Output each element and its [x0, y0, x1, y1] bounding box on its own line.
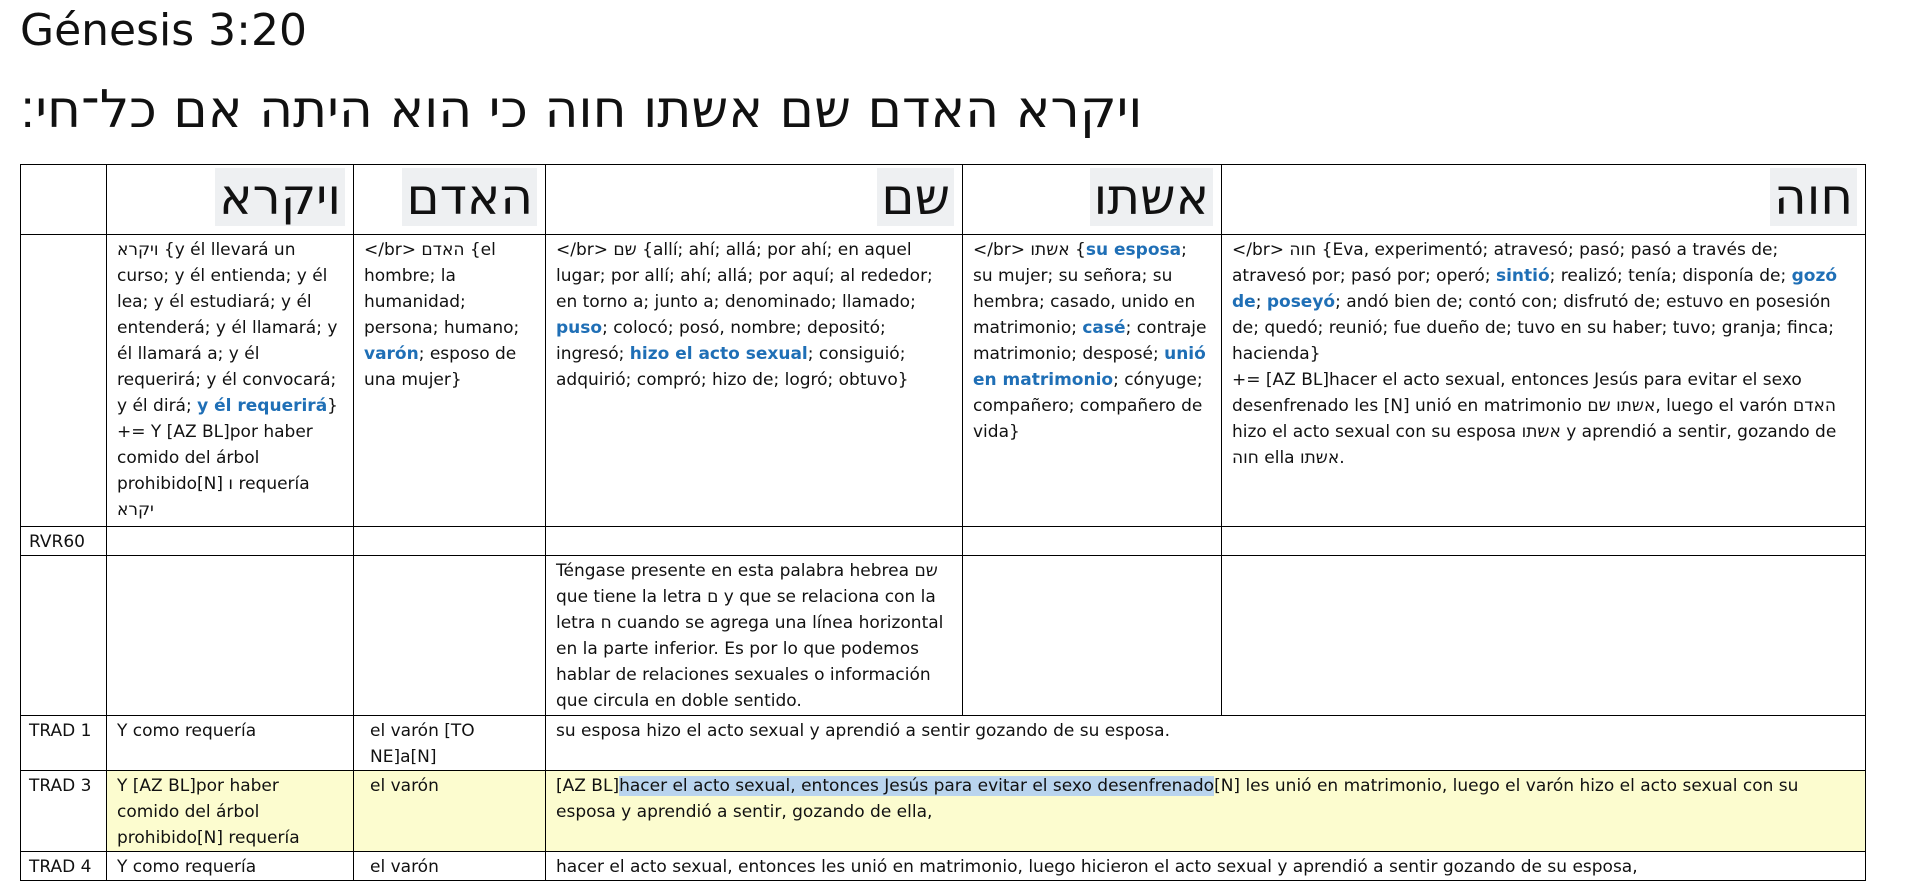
def-text: </br> שם {allí; ahí; allá; por ahí; en aquel lugar; por allí; ahí; allá; por aquí; al rededor; en torno a; junto a; denominado; llamado; [556, 240, 933, 312]
row-label-trad4: TRAD 4 [21, 852, 107, 881]
def-text: </br> האדם {el hombre; la humanidad; persona; humano; [364, 240, 520, 338]
trad3-col1: Y [AZ BL]por haber comido del árbol prohibido[N] requería [107, 771, 354, 852]
def-highlight: gozó de [1232, 266, 1838, 312]
def-highlight: unió en matrimonio [973, 344, 1206, 390]
trad3-col2: el varón [354, 771, 546, 852]
def-text: ; andó bien de; contó con; disfrutó de; estuvo en posesión de; quedó; reunió; fue dueño de; tuvo en su haber; tuvo; granja; finca; hacienda} [1232, 292, 1835, 364]
def-text: } [327, 396, 338, 416]
def-highlight: puso [556, 318, 603, 338]
empty-cell [1222, 527, 1866, 556]
trad4-col1: Y como requería [107, 852, 354, 881]
trad3-text: [N] les unió en matrimonio, luego el varón hizo el acto sexual con su esposa y aprendió a sentir, gozando de ella, [556, 776, 1799, 822]
trad4-rest: hacer el acto sexual, entonces les unió en matrimonio, luego hicieron el acto sexual y aprendió a sentir gozando de su esposa, [546, 852, 1866, 881]
trad4-row [21, 852, 1866, 881]
def-cell-3 [546, 235, 963, 527]
def-addition: += Y [AZ BL]por haber comido del árbol prohibido[N] ו requería יקרא [117, 422, 313, 520]
row-label-trad3: TRAD 3 [21, 771, 107, 852]
def-text: ; [1255, 292, 1267, 312]
def-highlight: poseyó [1266, 292, 1336, 312]
page-title: Génesis 3:20 [20, 5, 307, 56]
empty-cell [107, 556, 354, 716]
empty-cell [354, 527, 546, 556]
selected-text[interactable]: hacer el acto sexual, entonces Jesús para evitar el sexo desenfrenado [619, 776, 1215, 796]
header-cell-4 [963, 165, 1222, 235]
empty-cell [21, 556, 107, 716]
def-highlight: hizo el acto sexual [629, 344, 808, 364]
def-highlight: casé [1082, 318, 1126, 338]
header-word: האדם [402, 168, 537, 226]
header-row [21, 165, 1866, 235]
def-text: ; realizó; tenía; disponía de; [1549, 266, 1792, 286]
trad1-rest: su esposa hizo el acto sexual y aprendió a sentir gozando de su esposa. [546, 716, 1866, 771]
empty-cell [546, 527, 963, 556]
def-cell-2 [354, 235, 546, 527]
def-cell-5 [1222, 235, 1866, 527]
def-text: ; consiguió; adquirió; compró; hizo de; logró; obtuvo} [556, 344, 909, 390]
row-label-empty [21, 235, 107, 527]
def-text: </br> חוה {Eva, experimentó; atravesó; pasó; pasó a través de; atravesó por; pasó por; operó; [1232, 240, 1779, 286]
analysis-table [20, 164, 1866, 881]
empty-cell [1222, 556, 1866, 716]
def-text: ; su mujer; su señora; su hembra; casado, unido en matrimonio; [973, 240, 1196, 338]
def-text: </br> אשתו { [973, 240, 1086, 260]
header-cell-1 [107, 165, 354, 235]
trad1-col1: Y como requería [107, 716, 354, 771]
def-highlight: varón [364, 344, 419, 364]
empty-cell [107, 527, 354, 556]
def-highlight: sintió [1495, 266, 1550, 286]
header-word: חוה [1770, 168, 1857, 226]
def-text: ; esposo de una mujer} [364, 344, 517, 390]
note-row [21, 556, 1866, 716]
note-cell: Téngase presente en esta palabra hebrea שם que tiene la letra ם y que se relaciona con la letra ח cuando se agrega una línea horizontal en la parte inferior. Es por lo que podemos hablar de relaciones sexuales o información que circula en doble sentido. [546, 556, 963, 716]
header-word: אשתו [1090, 168, 1213, 226]
trad3-row [21, 771, 1866, 852]
def-text: ; cónyuge; compañero; compañero de vida} [973, 370, 1203, 442]
header-cell-3 [546, 165, 963, 235]
def-cell-4 [963, 235, 1222, 527]
header-empty-cell [21, 165, 107, 235]
header-cell-5 [1222, 165, 1866, 235]
empty-cell [963, 527, 1222, 556]
hebrew-verse: ויקרא האדם שם אשתו חוה כי הוא היתה אם כל־חי׃ [20, 80, 1143, 140]
trad1-row [21, 716, 1866, 771]
def-cell-1 [107, 235, 354, 527]
row-label-trad1: TRAD 1 [21, 716, 107, 771]
header-cell-2 [354, 165, 546, 235]
def-highlight: su esposa [1085, 240, 1182, 260]
empty-cell [963, 556, 1222, 716]
rvr-row [21, 527, 1866, 556]
definitions-row [21, 235, 1866, 527]
def-text: ויקרא {y él llevará un curso; y él entienda; y él lea; y él estudiará; y él entenderá; y él llamará; y él llamará a; y él requerirá; y él convocará; y él dirá; [117, 240, 338, 416]
trad4-col2: el varón [354, 852, 546, 881]
header-word: שם [877, 168, 954, 226]
empty-cell [354, 556, 546, 716]
def-addition: += [AZ BL]hacer el acto sexual, entonces Jesús para evitar el sexo desenfrenado les [N] unió en matrimonio אשתו שם, luego el varón האדם hizo el acto sexual con su esposa אשתו y aprendió a sentir, gozando de חוה ella אשתו. [1232, 370, 1837, 468]
def-text: ; contraje matrimonio; desposé; [973, 318, 1207, 364]
trad1-col2: el varón [TO NE]a[N] [354, 716, 546, 771]
trad3-rest [546, 771, 1866, 852]
header-word: ויקרא [215, 168, 345, 226]
row-label-rvr: RVR60 [21, 527, 107, 556]
def-text: ; colocó; posó, nombre; depositó; ingresó; [556, 318, 886, 364]
def-highlight: y él requerirá [197, 396, 328, 416]
trad3-text: [AZ BL] [556, 776, 620, 796]
